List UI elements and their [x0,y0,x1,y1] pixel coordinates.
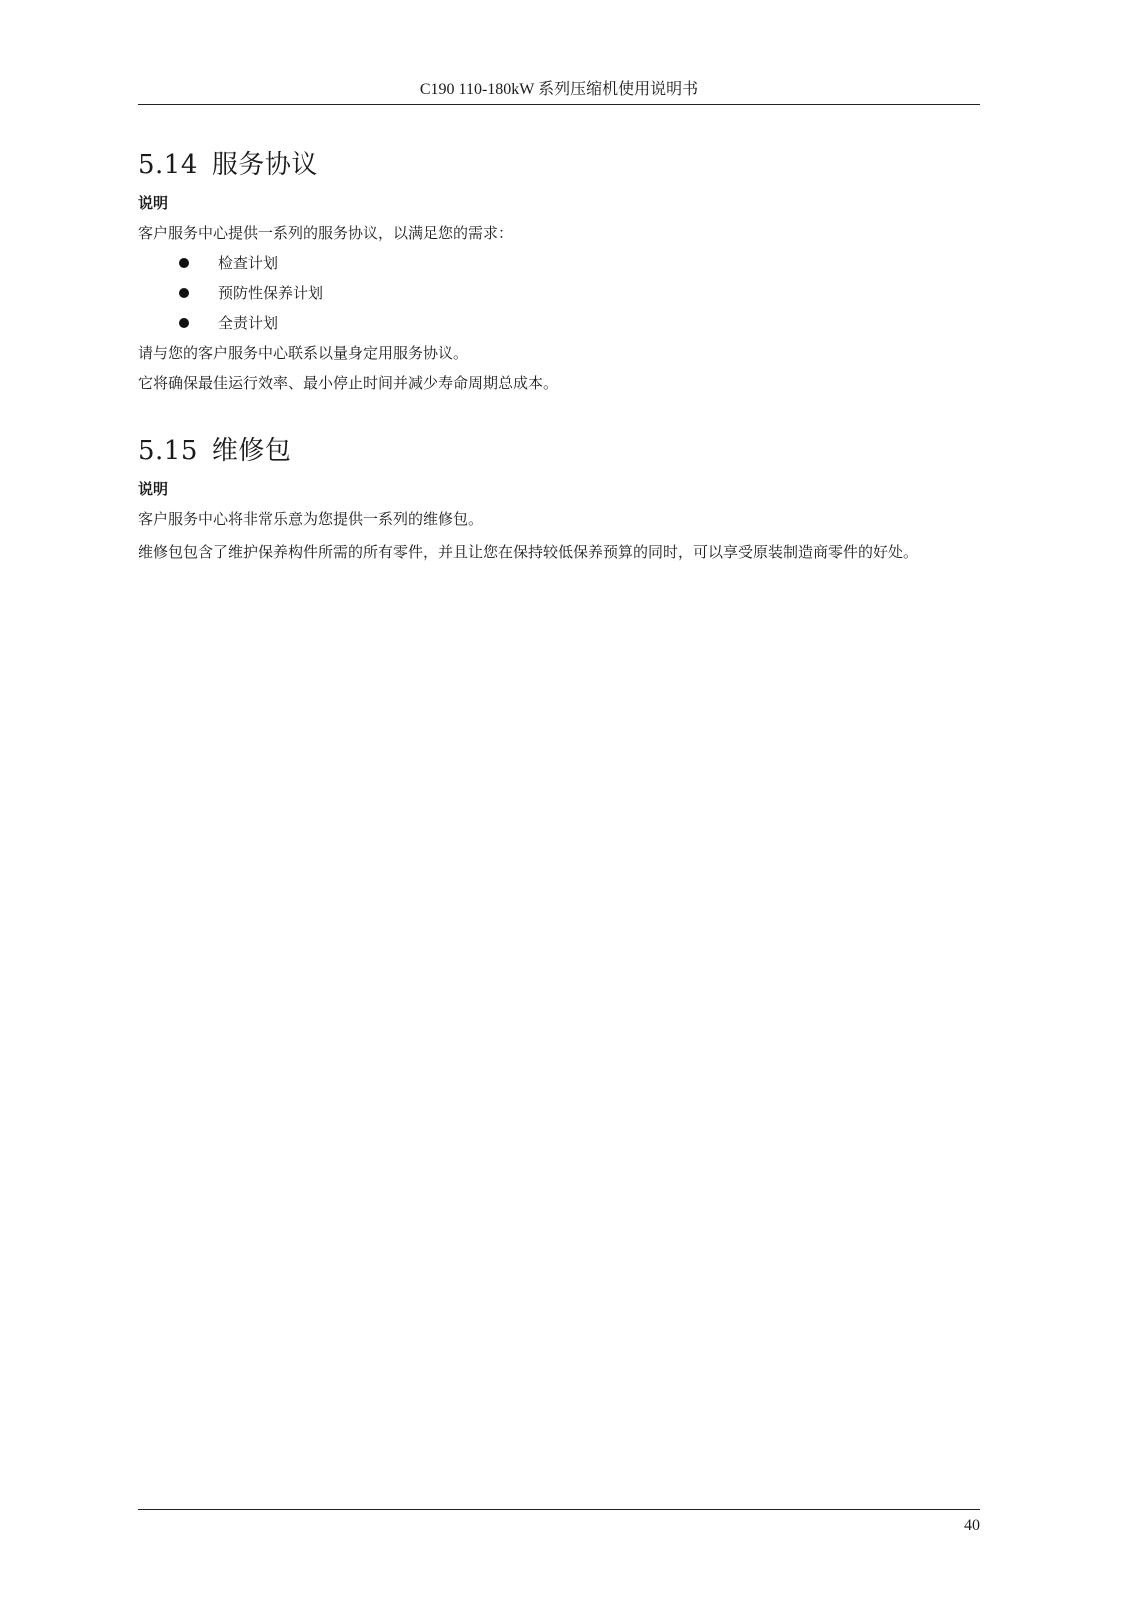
paragraph: 它将确保最佳运行效率、最小停止时间并减少寿命周期总成本。 [138,374,559,392]
section-title-text: 服务协议 [211,150,318,180]
section-service-agreement [138,148,980,394]
footer-divider [138,1509,980,1510]
page-header: C190 110-180kW 系列压缩机使用说明书 [419,81,699,98]
list-item-text: 检查计划 [218,254,279,272]
header-divider [138,104,980,105]
list-item [138,282,980,304]
paragraph: 维修包包含了维护保养构件所需的所有零件，并且让您在保持较低保养预算的同时，可以享受原装制造商零件的好处。 [138,543,919,561]
list-item [138,312,980,334]
section-intro: 客户服务中心提供一系列的服务协议，以满足您的需求： [138,224,514,242]
section-subheading: 说明 [138,194,169,212]
list-item [138,252,980,274]
section-title [138,148,980,182]
section-title-text: 维修包 [211,436,292,466]
section-intro: 客户服务中心将非常乐意为您提供一系列的维修包。 [138,510,484,528]
page-number: 40 [964,1517,980,1534]
section-number: 5.15 [138,436,198,466]
list-item-text: 全责计划 [218,314,279,332]
bullet-icon [179,258,189,268]
bullet-icon [179,318,189,328]
paragraph: 请与您的客户服务中心联系以量身定用服务协议。 [138,344,469,362]
bullet-list [138,252,980,334]
list-item-text: 预防性保养计划 [218,284,324,302]
section-subheading: 说明 [138,480,169,498]
bullet-icon [179,288,189,298]
section-repair-kits [138,434,980,567]
page-content [138,148,980,567]
section-number: 5.14 [138,150,198,180]
section-title [138,434,980,468]
